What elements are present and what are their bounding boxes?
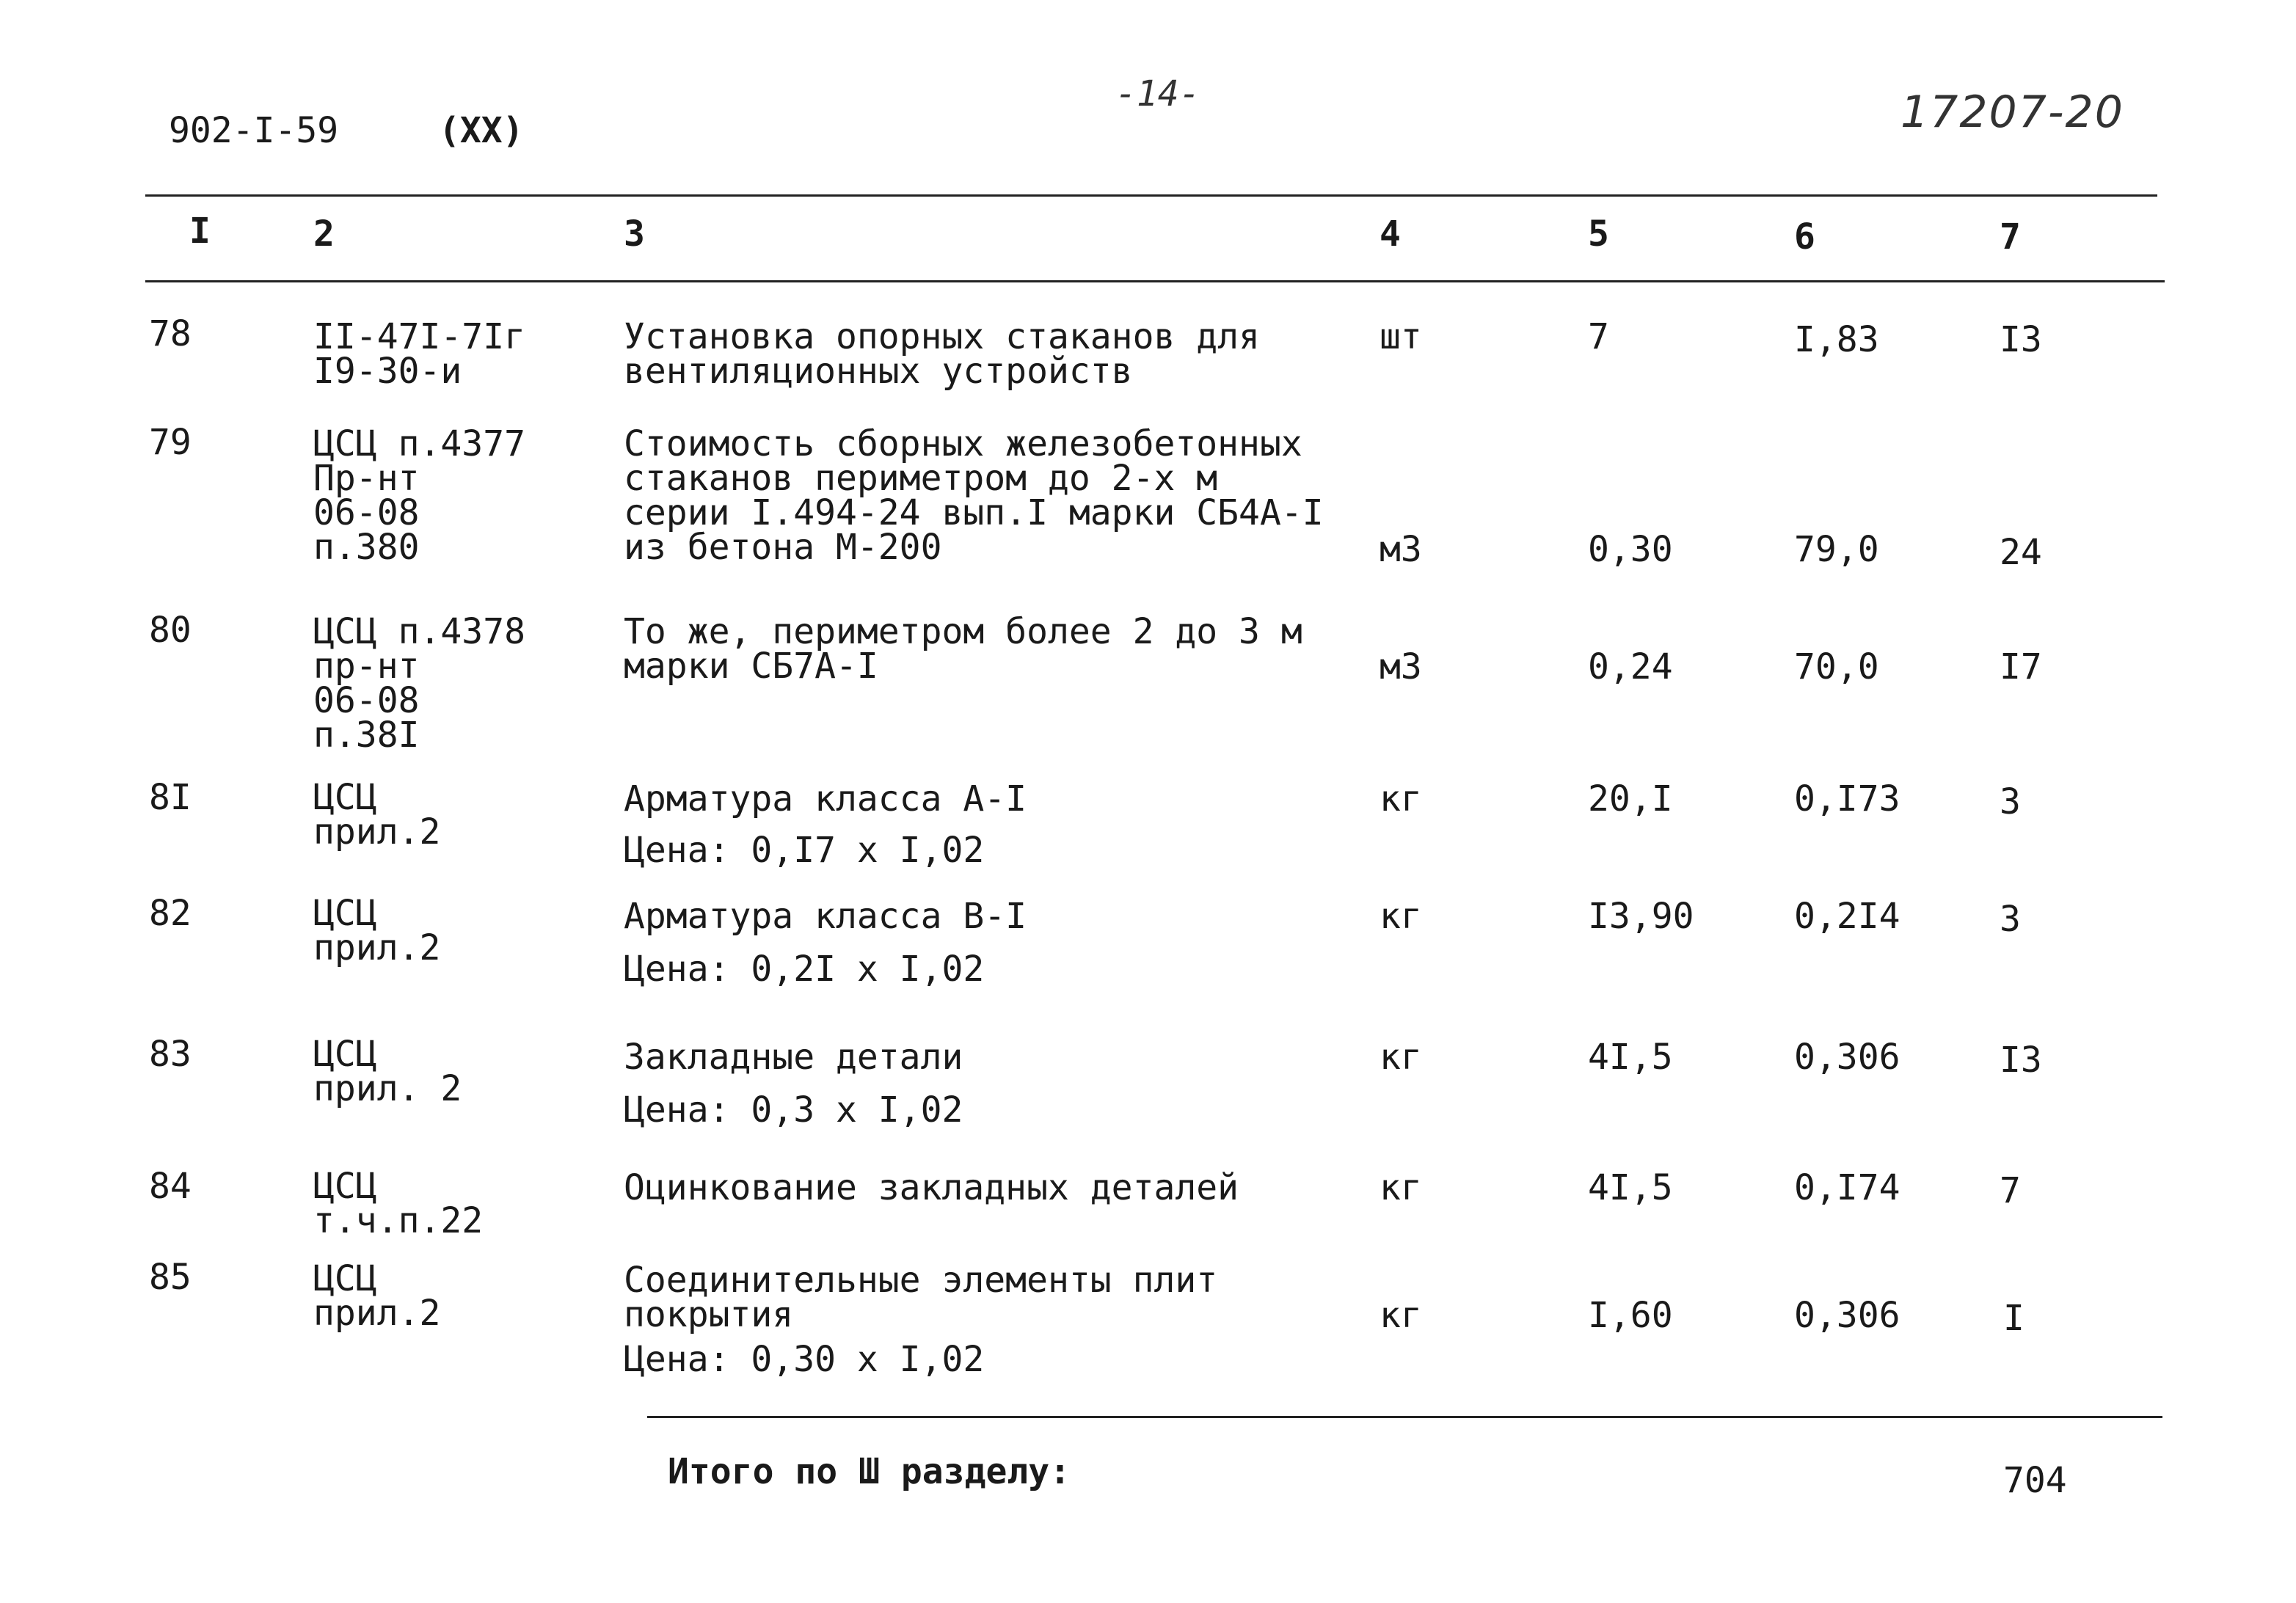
row-total: 3 [2000,899,2021,940]
row-description: Закладные детали [624,1037,963,1078]
row-quantity: 4I,5 [1588,1037,1673,1078]
handwritten-stamp: 17207-20 [1900,87,2124,138]
row-quantity: 20,I [1588,778,1673,819]
row-unit-price: I,83 [1794,319,1879,360]
row-total: 3 [2000,781,2021,822]
table-header-rule [145,280,2165,282]
row-number: 79 [149,422,192,463]
row-number: 84 [149,1166,192,1207]
summary-rule [647,1416,2162,1418]
row-unit: шт [1380,316,1422,357]
row-total: I7 [2000,646,2042,687]
column-header-3: 3 [624,213,645,255]
row-number: 8I [149,777,192,818]
row-reference: II-47I-7Iг I9-30-и [313,316,525,392]
column-header-1: I [189,211,211,252]
row-unit: кг [1380,1295,1422,1336]
row-description: Оцинкование закладных деталей [624,1167,1239,1208]
row-reference: ЦСЦ т.ч.п.22 [313,1166,484,1241]
row-total: I3 [2000,319,2042,360]
row-total: 24 [2000,532,2042,573]
row-quantity: I,60 [1588,1295,1673,1336]
row-total: I3 [2000,1040,2042,1081]
row-description: Установка опорных стаканов для вентиляционных устройств [624,316,1260,392]
row-unit-price: 0,306 [1794,1037,1900,1078]
row-price-note: Цена: 0,I7 х I,02 [624,830,985,871]
row-unit: кг [1380,1167,1422,1208]
row-total: 7 [2000,1170,2021,1211]
row-price-note: Цена: 0,3 х I,02 [624,1089,963,1131]
column-header-6: 6 [1794,216,1815,258]
row-number: 80 [149,610,192,651]
column-header-7: 7 [2000,216,2021,258]
row-number: 78 [149,313,192,354]
row-total: I [2003,1298,2025,1339]
row-quantity: I3,90 [1588,896,1694,937]
row-reference: ЦСЦ прил. 2 [313,1034,462,1109]
section-number: (XX) [439,110,524,151]
column-header-4: 4 [1380,213,1401,255]
row-price-note: Цена: 0,30 х I,02 [624,1339,985,1380]
row-description: Арматура класса В-I [624,896,1027,937]
row-number: 83 [149,1034,192,1075]
row-reference: ЦСЦ прил.2 [313,777,441,852]
row-unit: м3 [1380,529,1422,570]
row-quantity: 7 [1588,316,1609,357]
row-unit: кг [1380,778,1422,819]
row-quantity: 4I,5 [1588,1167,1673,1208]
row-reference: ЦСЦ прил.2 [313,893,441,968]
row-unit-price: 0,I73 [1794,778,1900,819]
row-quantity: 0,30 [1588,529,1673,570]
column-header-2: 2 [313,213,335,255]
row-description: Стоимость сборных железобетонных стаканов периметром до 2-х м серии I.494-24 вып.I марки СБ4А-I из бетона М-200 [624,423,1324,568]
row-reference: ЦСЦ п.4377 Пр-нт 06-08 п.380 [313,423,525,568]
row-unit-price: 79,0 [1794,529,1879,570]
row-unit-price: 0,I74 [1794,1167,1900,1208]
row-unit-price: 70,0 [1794,646,1879,687]
row-description: Арматура класса А-I [624,778,1027,819]
section-total-label: Итого по Ш разделу: [668,1451,1071,1492]
row-number: 82 [149,893,192,934]
row-price-note: Цена: 0,2I х I,02 [624,949,985,990]
row-unit: кг [1380,896,1422,937]
table-top-rule [145,194,2157,197]
row-description: То же, периметром более 2 до 3 м марки СБ7А-I [624,611,1302,687]
row-reference: ЦСЦ прил.2 [313,1258,441,1334]
row-reference: ЦСЦ п.4378 пр-нт 06-08 п.38I [313,611,525,756]
document-code: 902-I-59 [169,110,339,151]
row-unit: м3 [1380,646,1422,687]
section-total-value: 704 [2003,1460,2067,1501]
row-quantity: 0,24 [1588,646,1673,687]
page-number: -14- [1115,73,1200,114]
row-unit-price: 0,306 [1794,1295,1900,1336]
row-description: Соединительные элементы плит покрытия [624,1260,1218,1335]
row-unit-price: 0,2I4 [1794,896,1900,937]
column-header-5: 5 [1588,213,1609,255]
row-unit: кг [1380,1037,1422,1078]
row-number: 85 [149,1257,192,1298]
